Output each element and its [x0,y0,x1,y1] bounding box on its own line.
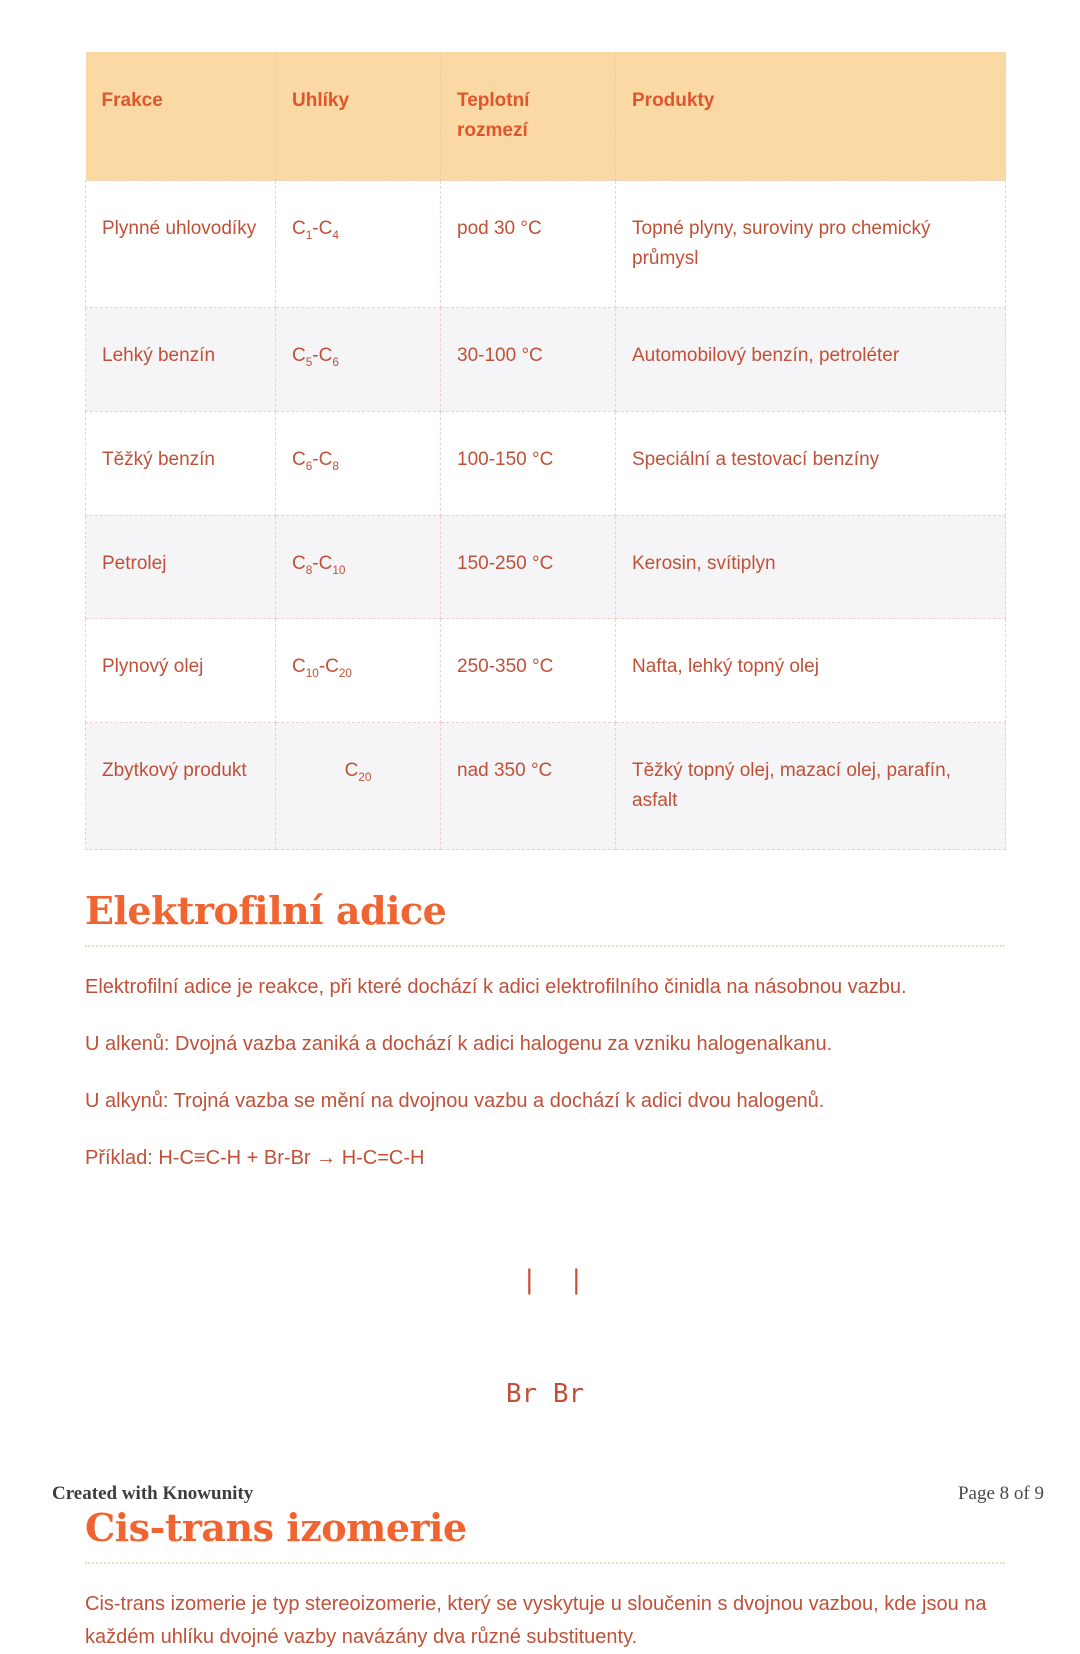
cell-teplota: nad 350 °C [441,723,616,850]
column-header-uhliky: Uhlíky [276,52,441,181]
bromine-atoms: Br Br [505,1379,585,1410]
page-footer [52,1483,1044,1505]
cell-frakce: Těžký benzín [86,411,276,515]
cell-uhliky: $C_1-C_4$ [276,181,441,308]
section-cis-trans-izomerie [85,1505,1005,1654]
cell-produkty: Kerosin, svítiplyn [616,515,1006,619]
cell-teplota: pod 30 °C [441,181,616,308]
table-row [86,515,1006,619]
cell-teplota: 150-250 °C [441,515,616,619]
section-heading: Cis-trans izomerie [85,1505,1005,1564]
column-header-teplotni: Teplotní rozmezí [441,52,616,181]
cell-produkty: Těžký topný olej, mazací olej, parafín, asfalt [616,723,1006,850]
page-content [85,0,1005,1654]
cell-produkty: Speciální a testovací benzíny [616,411,1006,515]
table-row [86,619,1006,723]
cell-produkty: Nafta, lehký topný olej [616,619,1006,723]
cell-frakce: Plynový olej [86,619,276,723]
fractions-table [85,52,1006,850]
table-header-row [86,52,1006,181]
cell-teplota: 30-100 °C [441,308,616,412]
cell-uhliky: $C_{10}-C_{20}$ [276,619,441,723]
table-row [86,308,1006,412]
paragraph: Elektrofilní adice je reakce, při které dochází k adici elektrofilního činidla na násobnou vazbu. [85,976,907,999]
footer-brand: Created with Knowunity [52,1483,254,1504]
paragraph: U alkenů: Dvojná vazba zaniká a dochází k adici halogenu za vzniku halogenalkanu. [85,1033,833,1056]
cell-uhliky: $C_5-C_6$ [276,308,441,412]
cell-produkty: Topné plyny, suroviny pro chemický průmysl [616,181,1006,308]
cell-uhliky: $C_6-C_8$ [276,411,441,515]
cell-produkty: Automobilový benzín, petroléter [616,308,1006,412]
paragraph: Cis-trans izomerie je typ stereoizomerie, který se vyskytuje u sloučenin s dvojnou vazbou, kde jsou na každém uhlíku dvojné vazby navázány dva různé substituenty. [85,1593,987,1649]
cell-frakce: Petrolej [86,515,276,619]
cell-teplota: 250-350 °C [441,619,616,723]
paragraph: U alkynů: Trojná vazba se mění na dvojnou vazbu a dochází k adici dvou halogenů. [85,1090,825,1113]
cell-frakce: Lehký benzín [86,308,276,412]
cell-uhliky: $C_{20}$ [276,723,441,850]
section-elektrofilni-adice [85,888,1005,1467]
fractions-table-header [86,52,1006,181]
cell-teplota: 100-150 °C [441,411,616,515]
table-row [86,411,1006,515]
column-header-frakce: Frakce [86,52,276,181]
footer-page-number: Page 8 of 9 [957,1483,1044,1504]
column-header-produkty: Produkty [616,52,1006,181]
cell-uhliky: $C_8-C_{10}$ [276,515,441,619]
fractions-table-body [86,181,1006,850]
reaction-structure-diagram [85,1175,1005,1467]
section-heading: Elektrofilní adice [85,888,1005,947]
bond-lines: | | [505,1265,585,1296]
cell-frakce: Plynné uhlovodíky [86,181,276,308]
cell-frakce: Zbytkový produkt [86,723,276,850]
table-row [86,723,1006,850]
paragraph-example-reaction: Příklad: H-C≡C-H + Br-Br → H-C=C-H [85,1147,425,1170]
table-row [86,181,1006,308]
